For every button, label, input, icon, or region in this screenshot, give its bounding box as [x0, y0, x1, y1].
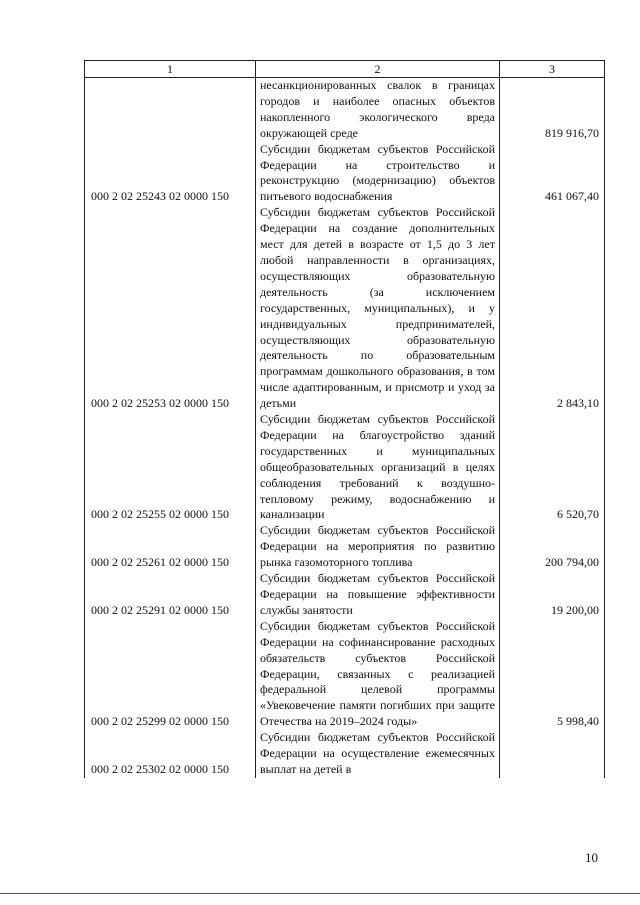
table-row — [85, 523, 605, 571]
table-row — [85, 571, 605, 619]
budget-table — [84, 60, 605, 778]
row-description: Субсидии бюджетам субъектов Российской Федерации на благоустройство зданий государственных и муниципальных общеобразовательных организаций в целях соблюдения требований к воздушно-тепловому режиму, водоснабжению и канализации — [256, 412, 500, 523]
table-row — [85, 78, 605, 142]
row-amount — [500, 730, 605, 778]
row-amount: 461 067,40 — [500, 142, 605, 206]
row-description: Субсидии бюджетам субъектов Российской Федерации на создание дополнительных мест для детей в возрасте от 1,5 до 3 лет любой направленности в организациях, осуществляющих образовательную деятельность (за исключением государственных, муниципальных), и у индивидуальных предпринимателей, осуществляющих образовательную деятельность по образовательным программам дошкольного образования, в том числе адаптированным, и присмотр и уход за детьми — [256, 205, 500, 412]
row-code — [85, 78, 256, 142]
header-row — [85, 61, 605, 78]
row-amount: 200 794,00 — [500, 523, 605, 571]
table-row — [85, 412, 605, 523]
row-amount: 2 843,10 — [500, 205, 605, 412]
row-description: несанкционированных свалок в границах городов и наиболее опасных объектов накопленного экологического вреда окружающей среде — [256, 78, 500, 142]
row-amount: 5 998,40 — [500, 619, 605, 730]
row-code: 000 2 02 25261 02 0000 150 — [85, 523, 256, 571]
row-description: Субсидии бюджетам субъектов Российской Федерации на осуществление ежемесячных выплат на детей в — [256, 730, 500, 778]
row-code: 000 2 02 25291 02 0000 150 — [85, 571, 256, 619]
row-code: 000 2 02 25299 02 0000 150 — [85, 619, 256, 730]
row-description: Субсидии бюджетам субъектов Российской Федерации на софинансирование расходных обязательств субъектов Российской Федерации, связанных с реализацией федеральной целевой программы «Увековечение памяти погибших при защите Отечества на 2019–2024 годы» — [256, 619, 500, 730]
row-code: 000 2 02 25243 02 0000 150 — [85, 142, 256, 206]
row-description: Субсидии бюджетам субъектов Российской Федерации на мероприятия по развитию рынка газомоторного топлива — [256, 523, 500, 571]
table-row — [85, 619, 605, 730]
row-description: Субсидии бюджетам субъектов Российской Федерации на строительство и реконструкцию (модернизацию) объектов питьевого водоснабжения — [256, 142, 500, 206]
table-row — [85, 142, 605, 206]
row-code: 000 2 02 25302 02 0000 150 — [85, 730, 256, 778]
column-header-1: 1 — [85, 61, 256, 78]
column-header-3: 3 — [500, 61, 605, 78]
row-amount: 819 916,70 — [500, 78, 605, 142]
column-header-2: 2 — [256, 61, 500, 78]
bottom-rule — [0, 893, 640, 894]
page-number: 10 — [585, 850, 598, 865]
row-code: 000 2 02 25255 02 0000 150 — [85, 412, 256, 523]
row-amount: 19 200,00 — [500, 571, 605, 619]
table-row — [85, 205, 605, 412]
row-amount: 6 520,70 — [500, 412, 605, 523]
row-description: Субсидии бюджетам субъектов Российской Федерации на повышение эффективности службы занятости — [256, 571, 500, 619]
table-row — [85, 730, 605, 778]
row-code: 000 2 02 25253 02 0000 150 — [85, 205, 256, 412]
